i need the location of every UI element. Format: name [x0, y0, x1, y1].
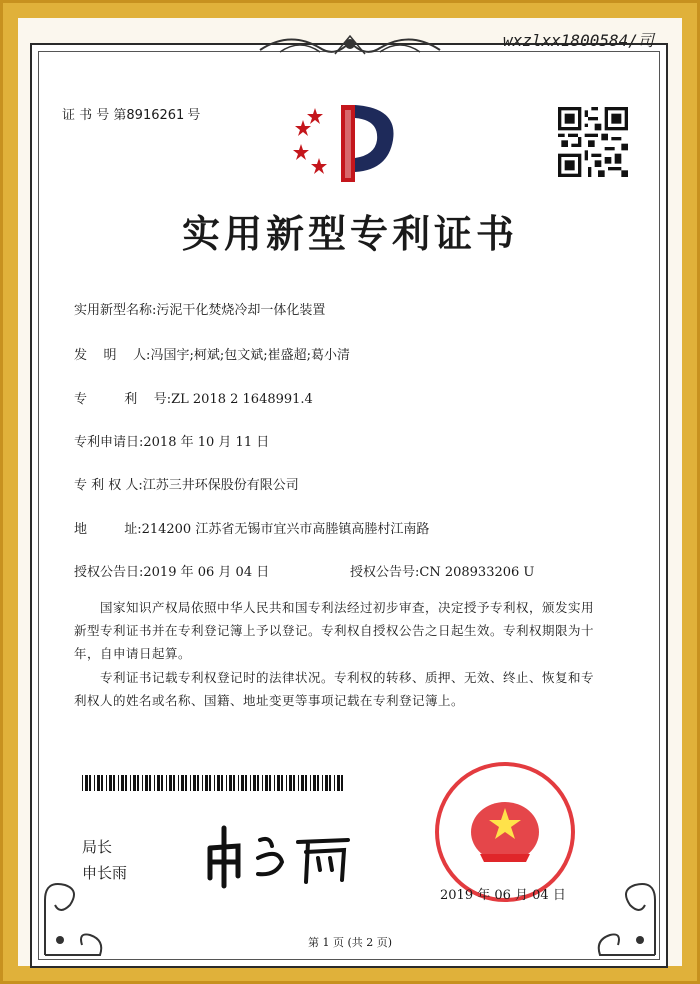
barcode-bar	[149, 775, 151, 791]
barcode-bar	[334, 775, 335, 791]
barcode-bar	[217, 775, 220, 791]
barcode-bar	[221, 775, 223, 791]
barcode-bar	[257, 775, 259, 791]
barcode-bar	[301, 775, 304, 791]
field-grant-date	[74, 561, 269, 580]
certificate-title: 实用新型专利证书	[181, 212, 518, 256]
name-label: 实用新型名称:	[74, 303, 157, 318]
p1-line1: 国家知识产权局依照中华人民共和国专利法经过初步审查，决定授予专利权，颁发实用	[100, 600, 595, 615]
qr-code	[558, 107, 628, 177]
barcode-bar	[185, 775, 187, 791]
p2-line2: 利权人的姓名或名称、国籍、地址变更等事项记载在专利登记簿上。	[74, 693, 465, 708]
cert-no-suffix: 号	[187, 108, 201, 123]
barcode-bar	[214, 775, 215, 791]
barcode-bar	[305, 775, 307, 791]
patent-no-label: 专 利 号:	[74, 392, 172, 407]
barcode-bar	[226, 775, 227, 791]
field-patentee	[74, 474, 299, 493]
barcode-bar	[125, 775, 127, 791]
barcode-bar	[157, 775, 160, 791]
field-patent-number	[74, 388, 313, 407]
barcode-bar	[97, 775, 100, 791]
barcode-bar	[209, 775, 211, 791]
barcode-bar	[169, 775, 172, 791]
barcode-bar	[113, 775, 115, 791]
barcode-bar	[233, 775, 235, 791]
barcode-bar	[245, 775, 247, 791]
barcode-bar	[161, 775, 163, 791]
seal-date: 2019 年 06 月 04 日	[440, 888, 566, 903]
apply-date-value: 2018 年 10 月 11 日	[143, 435, 270, 450]
owner-value: 江苏三井环保股份有限公司	[142, 478, 299, 493]
director-name: 申长雨	[82, 864, 128, 882]
p1-line3: 年，自申请日起算。	[74, 646, 192, 661]
barcode-bar	[137, 775, 139, 791]
barcode-bar	[298, 775, 299, 791]
barcode-bar	[181, 775, 184, 791]
seal-text-value	[442, 782, 568, 796]
inventor-label: 发 明 人:	[74, 348, 151, 363]
barcode-bar	[121, 775, 124, 791]
cert-no-value: 8916261	[126, 108, 185, 123]
barcode-bar	[293, 775, 295, 791]
barcode-bar	[197, 775, 199, 791]
barcode-bar	[325, 775, 328, 791]
barcode-bar	[166, 775, 167, 791]
barcode-bar	[322, 775, 323, 791]
barcode-bar	[173, 775, 175, 791]
barcode-bar	[262, 775, 263, 791]
barcode-bar	[118, 775, 119, 791]
field-application-date	[74, 431, 269, 450]
inventor-value: 冯国宇;柯斌;包文斌;崔盛超;葛小清	[150, 348, 350, 363]
field-grant-number	[350, 561, 534, 580]
field-inventor	[74, 344, 350, 363]
barcode-bar	[229, 775, 232, 791]
certificate-number	[62, 104, 200, 123]
barcode-bar	[94, 775, 95, 791]
body-paragraph-2	[74, 666, 634, 712]
barcode	[82, 775, 347, 791]
top-ornament	[250, 30, 450, 60]
barcode-bar	[317, 775, 319, 791]
cert-no-label: 证 书 号 第	[62, 108, 127, 123]
barcode-bar	[250, 775, 251, 791]
barcode-bar	[310, 775, 311, 791]
barcode-bar	[281, 775, 283, 791]
barcode-bar	[286, 775, 287, 791]
barcode-bar	[205, 775, 208, 791]
barcode-bar	[142, 775, 143, 791]
barcode-bar	[274, 775, 275, 791]
handwritten-note: wxzlxx1800584/司	[503, 31, 654, 50]
barcode-bar	[101, 775, 103, 791]
barcode-bar	[202, 775, 203, 791]
barcode-bar	[190, 775, 191, 791]
grant-no-value: CN 208933206 U	[419, 565, 535, 580]
handwritten-signature	[198, 818, 358, 890]
barcode-bar	[238, 775, 239, 791]
barcode-bar	[313, 775, 316, 791]
patent-no-value: ZL 2018 2 1648991.4	[171, 392, 313, 407]
barcode-bar	[145, 775, 148, 791]
field-address	[74, 518, 429, 537]
barcode-bar	[154, 775, 155, 791]
name-value: 污泥干化焚烧冷却一体化装置	[156, 303, 326, 318]
barcode-bar	[178, 775, 179, 791]
apply-date-label: 专利申请日:	[74, 435, 144, 450]
p2-line1: 专利证书记载专利权登记时的法律状况。专利权的转移、质押、无效、终止、恢复和专	[100, 670, 595, 685]
barcode-bar	[82, 775, 83, 791]
address-label: 地 址:	[74, 522, 142, 537]
body-paragraph-1	[74, 596, 634, 665]
barcode-bar	[109, 775, 112, 791]
barcode-bar	[253, 775, 256, 791]
barcode-bar	[289, 775, 292, 791]
barcode-bar	[241, 775, 244, 791]
barcode-bar	[133, 775, 136, 791]
barcode-bar	[277, 775, 280, 791]
barcode-bar	[106, 775, 107, 791]
cnipa-logo	[293, 100, 403, 185]
grant-date-value: 2019 年 06 月 04 日	[143, 565, 270, 580]
grant-no-label: 授权公告号:	[350, 565, 420, 580]
owner-label: 专 利 权 人:	[74, 478, 143, 493]
field-utility-model-name	[74, 299, 325, 318]
barcode-bar	[265, 775, 268, 791]
address-value: 214200 江苏省无锡市宜兴市高塍镇高塍村江南路	[141, 522, 430, 537]
page-number: 第 1 页 (共 2 页)	[307, 936, 393, 949]
director-title: 局长	[82, 838, 113, 856]
barcode-bar	[341, 775, 343, 791]
p1-line2: 新型专利证书并在专利登记簿上予以登记。专利权自授权公告之日起生效。专利权期限为十	[74, 623, 595, 638]
barcode-bar	[269, 775, 271, 791]
barcode-bar	[85, 775, 88, 791]
grant-date-label: 授权公告日:	[74, 565, 144, 580]
barcode-bar	[89, 775, 91, 791]
barcode-bar	[130, 775, 131, 791]
barcode-bar	[337, 775, 340, 791]
barcode-bar	[193, 775, 196, 791]
barcode-bar	[329, 775, 331, 791]
